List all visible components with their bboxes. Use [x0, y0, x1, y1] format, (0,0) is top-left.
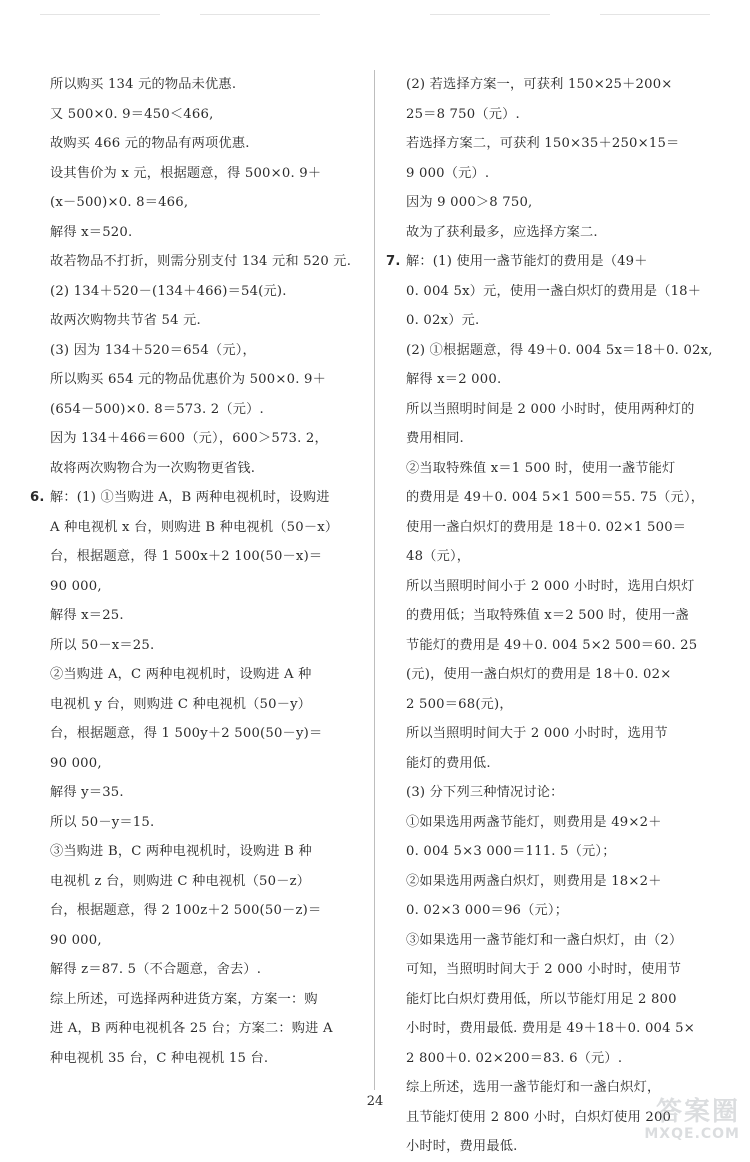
text-line — [30, 513, 370, 543]
page-number: 24 — [366, 1094, 384, 1109]
line-text: 进 A，B 两种电视机各 25 台；方案二：购进 A — [50, 1021, 333, 1036]
text-line — [30, 867, 370, 897]
header-rule — [430, 14, 550, 15]
line-text: 0. 02×3 000＝96（元）； — [406, 903, 569, 918]
line-text: 的费用低；当取特殊值 x＝2 500 时，使用一盏 — [406, 608, 689, 623]
text-line — [386, 601, 731, 631]
line-text: 所以购买 654 元的物品优惠价为 500×0. 9＋ — [50, 372, 326, 387]
problem-number: 7. — [386, 254, 401, 269]
line-text: (3) 分下列三种情况讨论： — [406, 785, 564, 800]
line-text: (元)，使用一盏白炽灯的费用是 18＋0. 02× — [406, 667, 672, 682]
text-line — [386, 100, 731, 130]
text-line — [386, 542, 731, 572]
line-text: 解得 x＝2 000. — [406, 372, 502, 387]
line-text: 所以当照明时间是 2 000 小时时，使用两种灯的 — [406, 401, 695, 417]
text-line — [30, 572, 370, 602]
line-text: 所以当照明时间大于 2 000 小时时，选用节 — [406, 726, 668, 741]
text-line — [386, 896, 731, 926]
line-text: 2 500＝68(元)， — [406, 696, 513, 712]
left-column — [30, 70, 370, 1073]
text-line — [30, 926, 370, 956]
text-line — [386, 188, 731, 218]
line-text: 能灯比白炽灯费用低，所以节能灯用足 2 800 — [406, 991, 677, 1007]
line-text: 故购买 466 元的物品有两项优惠. — [50, 136, 250, 151]
text-line — [386, 572, 731, 602]
line-text: 0. 02x）元. — [406, 313, 480, 328]
line-text: 故两次购物共节省 54 元. — [50, 313, 201, 328]
line-text: 若选择方案二，可获利 150×35＋250×15＝ — [406, 136, 680, 151]
line-text: 台，根据题意，得 1 500y＋2 500(50－y)＝ — [50, 726, 323, 741]
text-line — [386, 749, 731, 779]
line-text: 台，根据题意，得 2 100z＋2 500(50－z)＝ — [50, 903, 322, 918]
line-text: ②如果选用两盏白炽灯，则费用是 18×2＋ — [406, 873, 662, 889]
text-line — [30, 631, 370, 661]
line-text: 9 000（元）. — [406, 165, 490, 181]
watermark-text: 答案圈 — [655, 1097, 740, 1127]
text-line — [30, 336, 370, 366]
line-text: 90 000, — [50, 755, 102, 771]
header-rule — [600, 14, 710, 15]
text-line — [386, 159, 731, 189]
text-line — [30, 542, 370, 572]
text-line — [30, 690, 370, 720]
text-line — [30, 896, 370, 926]
line-text: 解得 y＝35. — [50, 785, 124, 800]
text-line — [30, 1014, 370, 1044]
line-text: 48（元）， — [406, 549, 471, 564]
watermark-logo — [570, 1098, 740, 1142]
line-text: 0. 004 5×3 000＝111. 5（元）； — [406, 844, 616, 859]
text-line — [30, 955, 370, 985]
line-text: A 种电视机 x 台，则购进 B 种电视机（50－x） — [50, 519, 339, 535]
line-text: 电视机 z 台，则购进 C 种电视机（50－z） — [50, 873, 311, 889]
text-line — [30, 454, 370, 484]
text-line — [30, 778, 370, 808]
line-text: 2 800＋0. 02×200＝83. 6（元）. — [406, 1050, 623, 1066]
line-text: 且节能灯使用 2 800 小时，白炽灯使用 200 — [406, 1109, 672, 1125]
line-text: 的费用是 49＋0. 004 5×1 500＝55. 75（元）， — [406, 490, 705, 505]
text-line — [30, 837, 370, 867]
text-line — [386, 424, 731, 454]
line-text: 0. 004 5x）元，使用一盏白炽灯的费用是（18＋ — [406, 283, 702, 299]
line-text: 小时时，费用最低. 费用是 49＋18＋0. 004 5× — [406, 1021, 695, 1036]
text-line — [30, 660, 370, 690]
text-line — [30, 247, 370, 277]
text-line — [386, 1014, 731, 1044]
text-line — [386, 837, 731, 867]
text-line — [386, 867, 731, 897]
text-line — [386, 247, 731, 277]
text-line — [30, 749, 370, 779]
line-text: 解：(1) 使用一盏节能灯的费用是（49＋ — [406, 254, 648, 269]
text-line — [30, 159, 370, 189]
line-text: 设其售价为 x 元，根据题意，得 500×0. 9＋ — [50, 165, 322, 181]
text-line — [30, 129, 370, 159]
line-text: (2) 若选择方案一，可获利 150×25＋200× — [406, 77, 673, 92]
text-line — [30, 1044, 370, 1074]
line-text: ②当购进 A，C 两种电视机时，设购进 A 种 — [50, 667, 312, 682]
line-text: 所以当照明时间小于 2 000 小时时，选用白炽灯 — [406, 578, 695, 594]
text-line — [30, 100, 370, 130]
line-text: 所以 50－y＝15. — [50, 814, 155, 830]
line-text: (x－500)×0. 8＝466, — [50, 195, 189, 210]
line-text: ①如果选用两盏节能灯，则费用是 49×2＋ — [406, 814, 662, 830]
text-line — [30, 395, 370, 425]
text-line — [386, 660, 731, 690]
line-text: 所以购买 134 元的物品未优惠. — [50, 77, 237, 92]
text-line — [30, 424, 370, 454]
text-line — [30, 808, 370, 838]
watermark-url: MXQE.COM — [644, 1126, 740, 1142]
text-line — [386, 483, 731, 513]
line-text: 又 500×0. 9＝450＜466, — [50, 106, 214, 122]
text-line — [386, 719, 731, 749]
text-line — [386, 1044, 731, 1074]
line-text: 解得 x＝520. — [50, 224, 133, 240]
line-text: 综上所述，选用一盏节能灯和一盏白炽灯， — [406, 1080, 661, 1095]
line-text: (3) 因为 134＋520＝654（元）， — [50, 342, 256, 358]
line-text: 所以 50－x＝25. — [50, 637, 155, 653]
text-line — [386, 218, 731, 248]
line-text: 90 000, — [50, 932, 102, 948]
column-divider — [374, 70, 375, 1090]
text-line — [386, 70, 731, 100]
text-line — [386, 926, 731, 956]
line-text: 节能灯的费用是 49＋0. 004 5×2 500＝60. 25 — [406, 637, 698, 653]
line-text: 综上所述，可选择两种进货方案，方案一：购 — [50, 991, 318, 1007]
text-line — [386, 277, 731, 307]
text-line — [30, 218, 370, 248]
text-line — [386, 129, 731, 159]
text-line — [386, 778, 731, 808]
line-text: 故为了获利最多，应选择方案二. — [406, 224, 598, 240]
line-text: 解：(1) ①当购进 A，B 两种电视机时，设购进 — [50, 490, 330, 505]
text-line — [30, 306, 370, 336]
text-line — [30, 601, 370, 631]
line-text: ②当取特殊值 x＝1 500 时，使用一盏节能灯 — [406, 460, 676, 476]
text-line — [386, 395, 731, 425]
line-text: 故若物品不打折，则需分别支付 134 元和 520 元. — [50, 254, 352, 269]
text-line — [30, 483, 370, 513]
text-line — [386, 454, 731, 484]
line-text: ③如果选用一盏节能灯和一盏白炽灯，由（2） — [406, 932, 683, 948]
text-line — [386, 808, 731, 838]
text-line — [386, 513, 731, 543]
line-text: 台，根据题意，得 1 500x＋2 100(50－x)＝ — [50, 549, 323, 564]
line-text: (2) ①根据题意，得 49＋0. 004 5x＝18＋0. 02x, — [406, 342, 713, 358]
line-text: 故将两次购物合为一次购物更省钱. — [50, 460, 256, 476]
line-text: 能灯的费用低. — [406, 755, 491, 771]
line-text: ③当购进 B，C 两种电视机时，设购进 B 种 — [50, 844, 312, 859]
line-text: 电视机 y 台，则购进 C 种电视机（50－y） — [50, 696, 312, 712]
line-text: (654－500)×0. 8＝573. 2（元）. — [50, 401, 264, 417]
line-text: (2) 134＋520－(134＋466)＝54(元). — [50, 283, 287, 299]
text-line — [386, 631, 731, 661]
text-line — [30, 277, 370, 307]
header-rule — [200, 14, 320, 15]
text-line — [30, 985, 370, 1015]
line-text: 解得 x＝25. — [50, 608, 124, 623]
text-line — [30, 188, 370, 218]
text-line — [386, 690, 731, 720]
line-text: 费用相同. — [406, 431, 464, 446]
line-text: 25＝8 750（元）. — [406, 106, 520, 122]
right-column — [386, 70, 731, 1162]
problem-number: 6. — [30, 490, 45, 505]
header-rule — [40, 14, 160, 15]
text-line — [386, 306, 731, 336]
line-text: 可知，当照明时间大于 2 000 小时时，使用节 — [406, 962, 682, 977]
text-line — [386, 336, 731, 366]
line-text: 小时时，费用最低. — [406, 1139, 518, 1154]
text-line — [386, 365, 731, 395]
line-text: 因为 9 000＞8 750, — [406, 195, 533, 210]
text-line — [30, 365, 370, 395]
line-text: 90 000, — [50, 578, 102, 594]
text-line — [30, 719, 370, 749]
line-text: 使用一盏白炽灯的费用是 18＋0. 02×1 500＝ — [406, 519, 687, 535]
line-text: 解得 z＝87. 5（不合题意，舍去）. — [50, 962, 262, 977]
text-line — [386, 985, 731, 1015]
line-text: 种电视机 35 台，C 种电视机 15 台. — [50, 1050, 269, 1066]
text-line — [30, 70, 370, 100]
text-line — [386, 955, 731, 985]
line-text: 因为 134＋466＝600（元），600＞573. 2， — [50, 431, 328, 446]
